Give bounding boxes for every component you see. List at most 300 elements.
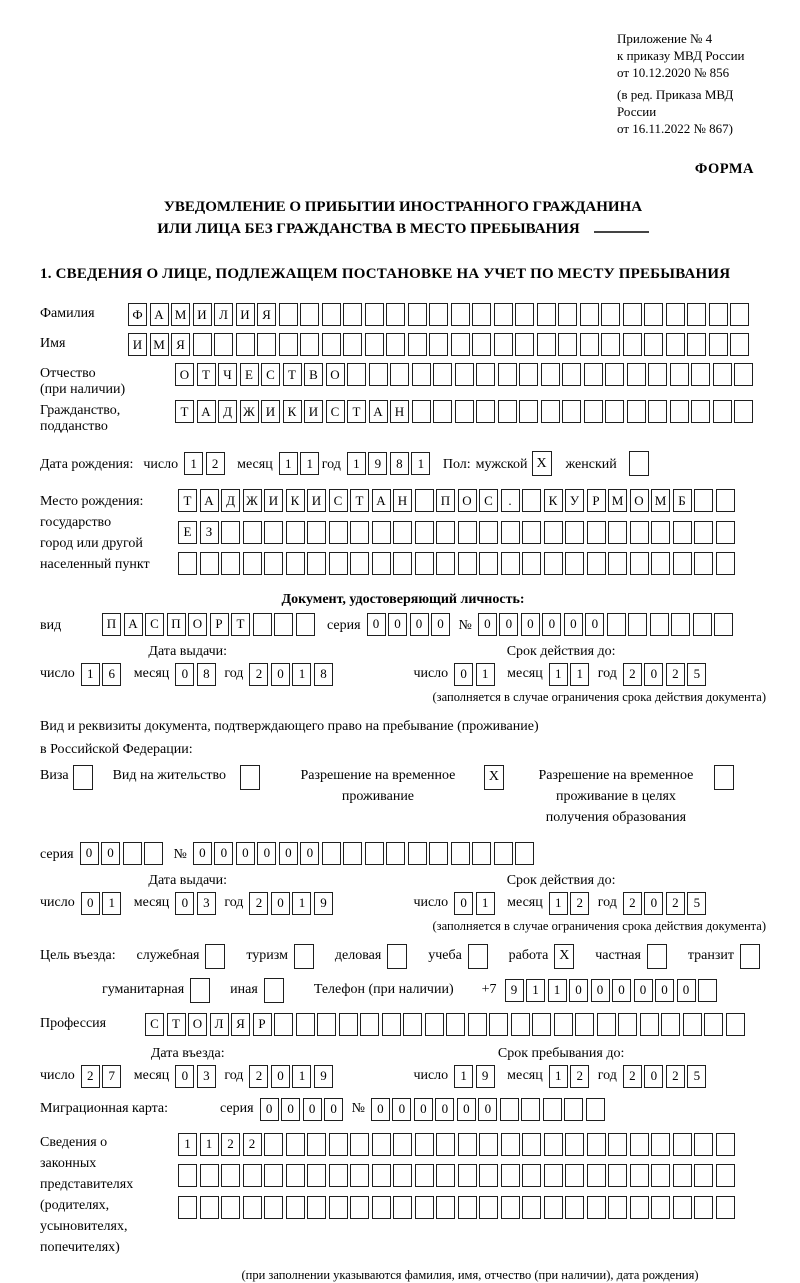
form-cell[interactable]: [709, 333, 728, 356]
form-cell[interactable]: [522, 1164, 541, 1187]
form-cell[interactable]: [322, 842, 341, 865]
form-cell[interactable]: [415, 1133, 434, 1156]
form-cell[interactable]: 2: [221, 1133, 240, 1156]
form-cell[interactable]: [628, 613, 647, 636]
form-cell[interactable]: П: [102, 613, 121, 636]
purpose-business-checkbox[interactable]: [387, 944, 407, 969]
form-cell[interactable]: [221, 552, 240, 575]
form-cell[interactable]: 8: [197, 663, 216, 686]
form-cell[interactable]: 2: [623, 663, 642, 686]
form-cell[interactable]: 0: [260, 1098, 279, 1121]
form-cell[interactable]: [243, 521, 262, 544]
form-cell[interactable]: [286, 1133, 305, 1156]
form-cell[interactable]: [543, 1098, 562, 1121]
form-cell[interactable]: [714, 613, 733, 636]
form-cell[interactable]: 2: [249, 892, 268, 915]
form-cell[interactable]: 0: [324, 1098, 343, 1121]
form-cell[interactable]: [415, 521, 434, 544]
form-cell[interactable]: [716, 521, 735, 544]
form-cell[interactable]: [683, 1013, 702, 1036]
form-cell[interactable]: 0: [454, 663, 473, 686]
form-cell[interactable]: [264, 552, 283, 575]
form-cell[interactable]: Т: [231, 613, 250, 636]
form-cell[interactable]: 0: [271, 663, 290, 686]
form-cell[interactable]: [372, 1133, 391, 1156]
form-cell[interactable]: [178, 1164, 197, 1187]
form-cell[interactable]: [264, 521, 283, 544]
form-cell[interactable]: 0: [236, 842, 255, 865]
form-cell[interactable]: [522, 521, 541, 544]
form-cell[interactable]: [694, 521, 713, 544]
form-cell[interactable]: [436, 521, 455, 544]
form-cell[interactable]: [544, 1133, 563, 1156]
form-cell[interactable]: А: [150, 303, 169, 326]
form-cell[interactable]: [630, 1133, 649, 1156]
form-cell[interactable]: [458, 552, 477, 575]
form-cell[interactable]: [494, 842, 513, 865]
form-cell[interactable]: [704, 1013, 723, 1036]
form-cell[interactable]: [343, 842, 362, 865]
form-cell[interactable]: [644, 333, 663, 356]
form-cell[interactable]: [666, 333, 685, 356]
form-cell[interactable]: [627, 363, 646, 386]
form-cell[interactable]: [489, 1013, 508, 1036]
form-cell[interactable]: [565, 1196, 584, 1219]
form-cell[interactable]: 0: [214, 842, 233, 865]
form-cell[interactable]: К: [544, 489, 563, 512]
form-cell[interactable]: [605, 400, 624, 423]
form-cell[interactable]: [630, 1164, 649, 1187]
form-cell[interactable]: 1: [347, 452, 366, 475]
form-cell[interactable]: [296, 613, 315, 636]
purpose-private-checkbox[interactable]: [647, 944, 667, 969]
form-cell[interactable]: [286, 1196, 305, 1219]
form-cell[interactable]: [408, 842, 427, 865]
form-cell[interactable]: 1: [476, 892, 495, 915]
form-cell[interactable]: [608, 1196, 627, 1219]
form-cell[interactable]: 2: [81, 1065, 100, 1088]
form-cell[interactable]: Н: [390, 400, 409, 423]
form-cell[interactable]: [264, 1133, 283, 1156]
form-cell[interactable]: [601, 333, 620, 356]
form-cell[interactable]: [221, 1164, 240, 1187]
form-cell[interactable]: 1: [454, 1065, 473, 1088]
form-cell[interactable]: 0: [585, 613, 604, 636]
form-cell[interactable]: [587, 1196, 606, 1219]
form-cell[interactable]: [472, 333, 491, 356]
form-cell[interactable]: [521, 1098, 540, 1121]
form-cell[interactable]: [372, 521, 391, 544]
form-cell[interactable]: [694, 1164, 713, 1187]
form-cell[interactable]: [253, 613, 272, 636]
form-cell[interactable]: 1: [548, 979, 567, 1002]
form-cell[interactable]: [264, 1196, 283, 1219]
form-cell[interactable]: [734, 363, 753, 386]
form-cell[interactable]: Н: [393, 489, 412, 512]
form-cell[interactable]: А: [200, 489, 219, 512]
form-cell[interactable]: [666, 303, 685, 326]
form-cell[interactable]: [713, 400, 732, 423]
form-cell[interactable]: [433, 400, 452, 423]
form-cell[interactable]: [350, 1133, 369, 1156]
form-cell[interactable]: Л: [214, 303, 233, 326]
form-cell[interactable]: 0: [281, 1098, 300, 1121]
form-cell[interactable]: 0: [612, 979, 631, 1002]
form-cell[interactable]: 5: [687, 1065, 706, 1088]
form-cell[interactable]: М: [150, 333, 169, 356]
form-cell[interactable]: [630, 521, 649, 544]
form-cell[interactable]: О: [458, 489, 477, 512]
form-cell[interactable]: [587, 521, 606, 544]
form-cell[interactable]: [608, 1133, 627, 1156]
form-cell[interactable]: Е: [240, 363, 259, 386]
form-cell[interactable]: [562, 400, 581, 423]
form-cell[interactable]: [214, 333, 233, 356]
form-cell[interactable]: [515, 303, 534, 326]
form-cell[interactable]: [687, 303, 706, 326]
form-cell[interactable]: П: [167, 613, 186, 636]
form-cell[interactable]: [522, 1133, 541, 1156]
form-cell[interactable]: Т: [283, 363, 302, 386]
form-cell[interactable]: [243, 1164, 262, 1187]
form-cell[interactable]: 0: [257, 842, 276, 865]
form-cell[interactable]: [691, 400, 710, 423]
form-cell[interactable]: [436, 1196, 455, 1219]
form-cell[interactable]: [436, 552, 455, 575]
form-cell[interactable]: .: [501, 489, 520, 512]
form-cell[interactable]: [671, 613, 690, 636]
form-cell[interactable]: [329, 1196, 348, 1219]
form-cell[interactable]: [661, 1013, 680, 1036]
form-cell[interactable]: О: [188, 613, 207, 636]
form-cell[interactable]: 8: [314, 663, 333, 686]
form-cell[interactable]: 0: [644, 1065, 663, 1088]
form-cell[interactable]: [372, 552, 391, 575]
visa-checkbox[interactable]: [73, 765, 93, 790]
form-cell[interactable]: О: [188, 1013, 207, 1036]
form-cell[interactable]: [575, 1013, 594, 1036]
form-cell[interactable]: [274, 1013, 293, 1036]
form-cell[interactable]: [640, 1013, 659, 1036]
form-cell[interactable]: [479, 1196, 498, 1219]
form-cell[interactable]: [458, 1164, 477, 1187]
form-cell[interactable]: [350, 552, 369, 575]
form-cell[interactable]: П: [436, 489, 455, 512]
form-cell[interactable]: [144, 842, 163, 865]
form-cell[interactable]: [415, 552, 434, 575]
form-cell[interactable]: 1: [184, 452, 203, 475]
form-cell[interactable]: [300, 333, 319, 356]
form-cell[interactable]: И: [304, 400, 323, 423]
form-cell[interactable]: [498, 400, 517, 423]
form-cell[interactable]: 7: [102, 1065, 121, 1088]
form-cell[interactable]: 0: [454, 892, 473, 915]
form-cell[interactable]: [716, 1196, 735, 1219]
purpose-official-checkbox[interactable]: [205, 944, 225, 969]
form-cell[interactable]: 3: [197, 892, 216, 915]
form-cell[interactable]: [730, 333, 749, 356]
form-cell[interactable]: [425, 1013, 444, 1036]
form-cell[interactable]: [651, 1164, 670, 1187]
form-cell[interactable]: [608, 552, 627, 575]
form-cell[interactable]: А: [124, 613, 143, 636]
form-cell[interactable]: [558, 303, 577, 326]
form-cell[interactable]: [286, 1164, 305, 1187]
form-cell[interactable]: [200, 1196, 219, 1219]
form-cell[interactable]: [343, 333, 362, 356]
form-cell[interactable]: [386, 333, 405, 356]
form-cell[interactable]: А: [197, 400, 216, 423]
form-cell[interactable]: [415, 1196, 434, 1219]
purpose-other-checkbox[interactable]: [264, 978, 284, 1003]
form-cell[interactable]: [329, 521, 348, 544]
form-cell[interactable]: [607, 613, 626, 636]
form-cell[interactable]: [644, 303, 663, 326]
purpose-study-checkbox[interactable]: [468, 944, 488, 969]
form-cell[interactable]: [243, 1196, 262, 1219]
form-cell[interactable]: [519, 400, 538, 423]
form-cell[interactable]: 1: [411, 452, 430, 475]
form-cell[interactable]: 5: [687, 892, 706, 915]
form-cell[interactable]: 2: [666, 1065, 685, 1088]
purpose-humanitarian-checkbox[interactable]: [190, 978, 210, 1003]
form-cell[interactable]: 1: [526, 979, 545, 1002]
form-cell[interactable]: Р: [210, 613, 229, 636]
form-cell[interactable]: 0: [81, 892, 100, 915]
form-cell[interactable]: 0: [634, 979, 653, 1002]
form-cell[interactable]: [673, 552, 692, 575]
form-cell[interactable]: 0: [392, 1098, 411, 1121]
form-cell[interactable]: [515, 333, 534, 356]
form-cell[interactable]: [307, 1133, 326, 1156]
form-cell[interactable]: О: [326, 363, 345, 386]
form-cell[interactable]: [565, 521, 584, 544]
form-cell[interactable]: [670, 363, 689, 386]
form-cell[interactable]: [412, 363, 431, 386]
form-cell[interactable]: [436, 1133, 455, 1156]
form-cell[interactable]: [476, 400, 495, 423]
form-cell[interactable]: [648, 400, 667, 423]
form-cell[interactable]: [429, 333, 448, 356]
form-cell[interactable]: [544, 1196, 563, 1219]
form-cell[interactable]: [365, 333, 384, 356]
form-cell[interactable]: [458, 1133, 477, 1156]
form-cell[interactable]: 9: [314, 892, 333, 915]
form-cell[interactable]: [200, 1164, 219, 1187]
form-cell[interactable]: [393, 1164, 412, 1187]
form-cell[interactable]: [541, 400, 560, 423]
form-cell[interactable]: [544, 552, 563, 575]
form-cell[interactable]: 1: [102, 892, 121, 915]
form-cell[interactable]: [694, 552, 713, 575]
form-cell[interactable]: 2: [249, 1065, 268, 1088]
form-cell[interactable]: [601, 303, 620, 326]
form-cell[interactable]: [687, 333, 706, 356]
form-cell[interactable]: [307, 552, 326, 575]
form-cell[interactable]: И: [236, 303, 255, 326]
form-cell[interactable]: Е: [178, 521, 197, 544]
form-cell[interactable]: [608, 1164, 627, 1187]
form-cell[interactable]: [458, 521, 477, 544]
form-cell[interactable]: [511, 1013, 530, 1036]
form-cell[interactable]: С: [329, 489, 348, 512]
form-cell[interactable]: 1: [292, 663, 311, 686]
form-cell[interactable]: [390, 363, 409, 386]
form-cell[interactable]: [236, 333, 255, 356]
form-cell[interactable]: 2: [570, 1065, 589, 1088]
form-cell[interactable]: [587, 1164, 606, 1187]
form-cell[interactable]: 1: [549, 1065, 568, 1088]
form-cell[interactable]: 0: [271, 892, 290, 915]
form-cell[interactable]: [317, 1013, 336, 1036]
form-cell[interactable]: [627, 400, 646, 423]
form-cell[interactable]: [630, 1196, 649, 1219]
form-cell[interactable]: 9: [476, 1065, 495, 1088]
female-checkbox[interactable]: [629, 451, 649, 476]
form-cell[interactable]: М: [171, 303, 190, 326]
form-cell[interactable]: С: [326, 400, 345, 423]
form-cell[interactable]: У: [565, 489, 584, 512]
form-cell[interactable]: 0: [521, 613, 540, 636]
form-cell[interactable]: [522, 489, 541, 512]
form-cell[interactable]: [564, 1098, 583, 1121]
form-cell[interactable]: [565, 1164, 584, 1187]
form-cell[interactable]: К: [283, 400, 302, 423]
form-cell[interactable]: [608, 521, 627, 544]
form-cell[interactable]: [329, 1164, 348, 1187]
form-cell[interactable]: [433, 363, 452, 386]
form-cell[interactable]: [472, 303, 491, 326]
form-cell[interactable]: Р: [587, 489, 606, 512]
form-cell[interactable]: 0: [644, 892, 663, 915]
form-cell[interactable]: 0: [300, 842, 319, 865]
form-cell[interactable]: [279, 303, 298, 326]
form-cell[interactable]: [558, 333, 577, 356]
form-cell[interactable]: [501, 1164, 520, 1187]
form-cell[interactable]: И: [128, 333, 147, 356]
form-cell[interactable]: 0: [271, 1065, 290, 1088]
form-cell[interactable]: Т: [347, 400, 366, 423]
form-cell[interactable]: [412, 400, 431, 423]
form-cell[interactable]: 0: [431, 613, 450, 636]
form-cell[interactable]: [651, 1133, 670, 1156]
form-cell[interactable]: И: [193, 303, 212, 326]
form-cell[interactable]: [673, 1196, 692, 1219]
form-cell[interactable]: Т: [197, 363, 216, 386]
form-cell[interactable]: [458, 1196, 477, 1219]
form-cell[interactable]: [429, 303, 448, 326]
form-cell[interactable]: 9: [505, 979, 524, 1002]
form-cell[interactable]: О: [630, 489, 649, 512]
form-cell[interactable]: [307, 1196, 326, 1219]
form-cell[interactable]: [264, 1164, 283, 1187]
form-cell[interactable]: И: [307, 489, 326, 512]
form-cell[interactable]: 2: [623, 1065, 642, 1088]
form-cell[interactable]: [522, 1196, 541, 1219]
form-cell[interactable]: [698, 979, 717, 1002]
form-cell[interactable]: [339, 1013, 358, 1036]
form-cell[interactable]: 2: [570, 892, 589, 915]
form-cell[interactable]: С: [145, 613, 164, 636]
form-cell[interactable]: Я: [231, 1013, 250, 1036]
form-cell[interactable]: [360, 1013, 379, 1036]
form-cell[interactable]: [243, 552, 262, 575]
form-cell[interactable]: 1: [292, 892, 311, 915]
form-cell[interactable]: [372, 1196, 391, 1219]
form-cell[interactable]: [501, 521, 520, 544]
form-cell[interactable]: [200, 552, 219, 575]
form-cell[interactable]: [479, 521, 498, 544]
form-cell[interactable]: [709, 303, 728, 326]
form-cell[interactable]: [584, 400, 603, 423]
form-cell[interactable]: Л: [210, 1013, 229, 1036]
form-cell[interactable]: [329, 552, 348, 575]
form-cell[interactable]: [322, 303, 341, 326]
form-cell[interactable]: Т: [175, 400, 194, 423]
form-cell[interactable]: [541, 363, 560, 386]
form-cell[interactable]: [472, 842, 491, 865]
form-cell[interactable]: [221, 1196, 240, 1219]
form-cell[interactable]: [365, 842, 384, 865]
form-cell[interactable]: 0: [414, 1098, 433, 1121]
form-cell[interactable]: И: [264, 489, 283, 512]
form-cell[interactable]: [279, 333, 298, 356]
form-cell[interactable]: [537, 333, 556, 356]
form-cell[interactable]: Я: [257, 303, 276, 326]
form-cell[interactable]: 0: [101, 842, 120, 865]
form-cell[interactable]: С: [261, 363, 280, 386]
form-cell[interactable]: Т: [178, 489, 197, 512]
form-cell[interactable]: Р: [253, 1013, 272, 1036]
form-cell[interactable]: 0: [542, 613, 561, 636]
form-cell[interactable]: Д: [218, 400, 237, 423]
form-cell[interactable]: [372, 1164, 391, 1187]
form-cell[interactable]: [393, 1196, 412, 1219]
form-cell[interactable]: 0: [410, 613, 429, 636]
form-cell[interactable]: 1: [279, 452, 298, 475]
temp-residence-edu-checkbox[interactable]: [714, 765, 734, 790]
form-cell[interactable]: [343, 303, 362, 326]
purpose-work-checkbox[interactable]: X: [554, 944, 574, 969]
form-cell[interactable]: 0: [478, 613, 497, 636]
form-cell[interactable]: [691, 363, 710, 386]
form-cell[interactable]: 3: [197, 1065, 216, 1088]
form-cell[interactable]: [178, 1196, 197, 1219]
form-cell[interactable]: И: [261, 400, 280, 423]
form-cell[interactable]: [386, 842, 405, 865]
form-cell[interactable]: [716, 1164, 735, 1187]
form-cell[interactable]: 0: [499, 613, 518, 636]
form-cell[interactable]: [494, 333, 513, 356]
male-checkbox[interactable]: X: [532, 451, 552, 476]
form-cell[interactable]: [350, 1164, 369, 1187]
form-cell[interactable]: [403, 1013, 422, 1036]
form-cell[interactable]: [415, 489, 434, 512]
form-cell[interactable]: 1: [81, 663, 100, 686]
form-cell[interactable]: [476, 363, 495, 386]
form-cell[interactable]: [451, 333, 470, 356]
form-cell[interactable]: [519, 363, 538, 386]
form-cell[interactable]: [651, 1196, 670, 1219]
form-cell[interactable]: 0: [435, 1098, 454, 1121]
form-cell[interactable]: [587, 1133, 606, 1156]
form-cell[interactable]: [382, 1013, 401, 1036]
form-cell[interactable]: [501, 552, 520, 575]
form-cell[interactable]: 6: [102, 663, 121, 686]
form-cell[interactable]: М: [651, 489, 670, 512]
form-cell[interactable]: [694, 1196, 713, 1219]
form-cell[interactable]: [329, 1133, 348, 1156]
